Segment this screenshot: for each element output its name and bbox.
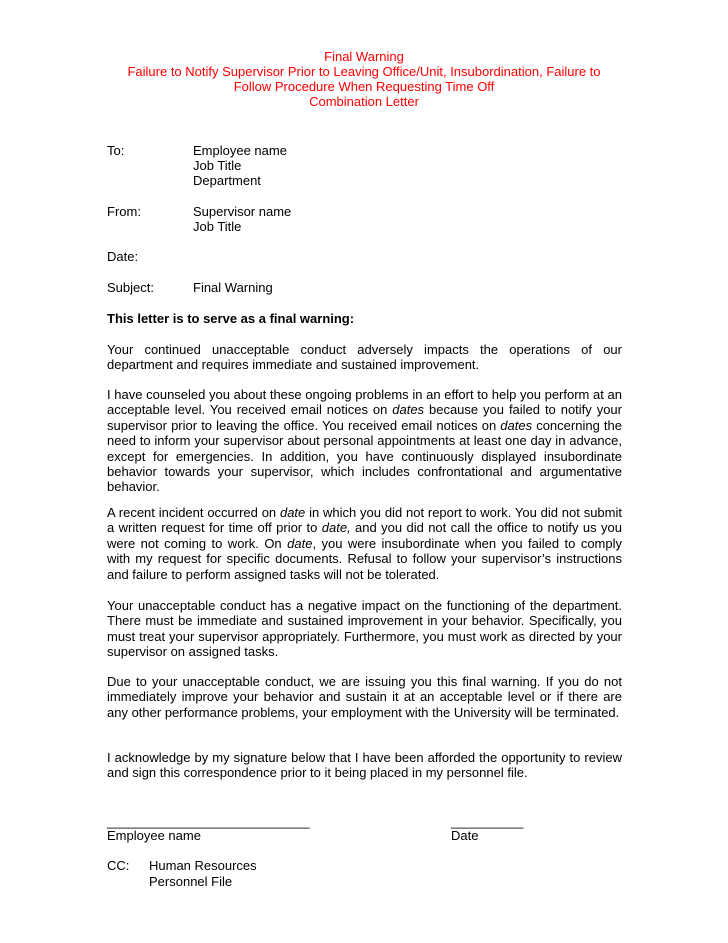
date-signature-line: __________ [451,814,524,829]
employee-signature-line: ____________________________ [107,814,310,829]
to-department: Department [193,173,261,188]
letter-subtitle-line3: Combination Letter [309,94,419,109]
paragraph-6: I acknowledge by my signature below that I have been afforded the opportunity to review and sign this correspondence prior to it being placed in my personnel file. [107,750,622,781]
from-name: Supervisor name [193,204,292,219]
paragraph-3-text-d: , you were insubordinate when you failed to comply with my request for specific documents. Refusal to follow your supervisor’s instructions and failure to perform assigned tasks will not be tolerated. [107,535,622,582]
letter-subtitle-line2: Follow Procedure When Requesting Time Off [233,79,495,94]
paragraph-5: Due to your unacceptable conduct, we are issuing you this final warning. If you do not immediately improve your behavior and sustain it at an acceptable level or if there are any other performance problems, your employment with the University will be terminated. [107,674,622,720]
placeholder-date-2: date, [321,520,351,536]
to-label: To: [107,143,125,158]
to-title: Job Title [193,158,242,173]
paragraph-1: Your continued unacceptable conduct adversely impacts the operations of our department and requires immediate and sustained improvement. [107,342,622,373]
letter-header [100,49,628,109]
paragraph-3-text-b: in which you did not report to work. You did not submit a written request for time off prior to [107,505,622,536]
letter-subtitle-line1: Failure to Notify Supervisor Prior to Leaving Office/Unit, Insubordination, Failure to [127,64,601,79]
placeholder-date-1: date [279,505,306,520]
subject-value: Final Warning [193,280,273,295]
paragraph-2 [107,387,622,495]
paragraph-3 [107,505,622,582]
paragraph-3-text-a: A recent incident occurred on [107,505,280,520]
cc-label: CC: [107,858,130,873]
paragraph-3-text-c: and you did not call the office to notify us you were not coming to work. On [107,520,622,551]
date-signature-label: Date [451,828,479,843]
intro-statement: This letter is to serve as a final warning: [107,311,355,326]
employee-signature-label: Employee name [107,828,201,843]
cc-item-personnel-file: Personnel File [149,874,233,889]
paragraph-2-text-a: I have counseled you about these ongoing problems in an effort to help you perform at an acceptable level. You received email notices on [107,387,622,418]
placeholder-dates-1: dates [392,402,425,418]
cc-item-human-resources: Human Resources [149,858,257,873]
paragraph-2-text-c: concerning the need to inform your supervisor about personal appointments at least one day in advance, except for emergencies. In addition, you have continuously displayed insubordinate behavior towards your supervisor, which includes confrontational and argumentative behavior. [107,417,622,495]
paragraph-4: Your unacceptable conduct has a negative impact on the functioning of the department. There must be immediate and sustained improvement in your behavior. Specifically, you must treat your supervisor appropriately. Furthermore, you must work as directed by your supervisor on assigned tasks. [107,598,622,660]
to-name: Employee name [193,143,287,158]
letter-title: Final Warning [324,49,404,64]
date-label: Date: [107,249,139,264]
paragraph-2-text-b: because you failed to notify your supervisor prior to leaving the office. You received email notices on [107,402,622,433]
placeholder-dates-2: dates [500,417,533,433]
placeholder-date-3: date [287,535,313,551]
from-title: Job Title [193,219,242,234]
subject-label: Subject: [107,280,154,295]
from-label: From: [107,204,141,219]
